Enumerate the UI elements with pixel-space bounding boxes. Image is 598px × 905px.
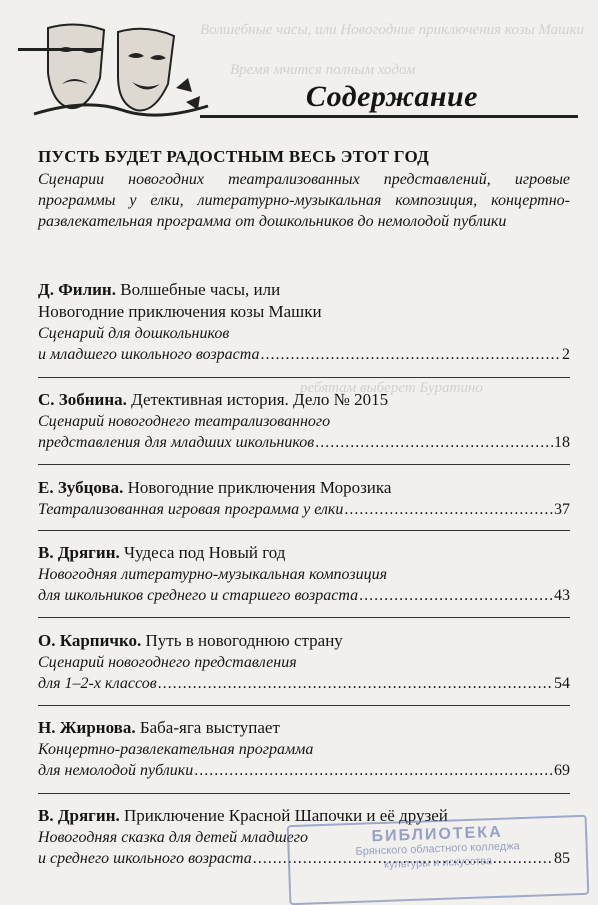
section-heading: ПУСТЬ БУДЕТ РАДОСТНЫМ ВЕСЬ ЭТОТ ГОД [38, 147, 430, 166]
entry-title: Баба-яга выступает [139, 718, 280, 737]
entry-subtitle-line [38, 499, 570, 520]
entry-subtitle: Концертно-развлекательная программа [38, 741, 314, 758]
entry-subtitle: Новогодняя сказка для детей младшего [38, 829, 308, 846]
toc-entry[interactable] [38, 389, 570, 453]
entry-author: В. Дрягин. [38, 543, 120, 562]
entry-subtitle: для школьников среднего и старшего возраста [38, 587, 359, 604]
entry-title: Новогодние приключения Морозика [127, 478, 392, 497]
entry-subtitle-line [38, 344, 570, 365]
toc-entry[interactable] [38, 477, 570, 520]
page-number: 69 [554, 762, 570, 779]
dot-leader [315, 432, 553, 453]
bleed-through-text: Волшебные часы, или Новогодние приключения козы Машки [200, 22, 585, 38]
entry-subtitle: и среднего школьного возраста [38, 850, 252, 867]
theatre-masks-icon [26, 18, 216, 123]
entry-author: В. Дрягин. [38, 806, 120, 825]
dot-leader [261, 344, 561, 365]
entry-title: Чудеса под Новый год [124, 543, 286, 562]
toc-entry[interactable] [38, 717, 570, 781]
bleed-through-text: ребятам выберет Буратино [300, 380, 483, 396]
entry-divider [38, 530, 570, 531]
entry-title: Путь в новогоднюю страну [145, 631, 343, 650]
entry-title: Детективная история. Дело № 2015 [131, 390, 389, 409]
entry-subtitle: для немолодой публики [38, 762, 194, 779]
stamp-title: БИБЛИОТЕКА [371, 823, 503, 846]
entry-subtitle-line [38, 585, 570, 606]
entry-heading [38, 542, 570, 564]
entry-subtitle: для 1–2-х классов [38, 675, 157, 692]
stamp-text: культуры и искусства [383, 855, 493, 871]
entry-heading [38, 389, 570, 411]
page-number: 85 [554, 850, 570, 867]
header-rule [18, 48, 103, 51]
entry-divider [38, 617, 570, 618]
toc-entry[interactable] [38, 542, 570, 606]
entry-title: Приключение Красной Шапочки и её друзей [124, 806, 448, 825]
entry-author: С. Зобнина. [38, 390, 127, 409]
entry-divider [38, 705, 570, 706]
entry-subtitle: Новогодняя литературно-музыкальная композиция [38, 566, 388, 583]
header-rule [200, 115, 578, 118]
entry-author: О. Карпичко. [38, 631, 142, 650]
page-number: 37 [554, 501, 570, 518]
entry-author: Е. Зубцова. [38, 478, 124, 497]
toc-entry[interactable] [38, 630, 570, 694]
dot-leader [194, 760, 553, 781]
entry-subtitle-line [38, 760, 570, 781]
entry-title: Новогодние приключения козы Машки [38, 302, 322, 321]
entry-subtitle: Сценарий для дошкольников [38, 325, 230, 342]
page-number: 54 [554, 675, 570, 692]
entry-heading [38, 630, 570, 652]
entry-heading [38, 717, 570, 739]
toc-entry[interactable] [38, 279, 570, 365]
entry-title: Волшебные часы, или [120, 280, 281, 299]
entry-author: Д. Филин. [38, 280, 116, 299]
page-number: 18 [554, 434, 570, 451]
bleed-through-text: Время мчится полным ходом [230, 62, 416, 78]
entry-heading [38, 279, 570, 301]
entry-subtitle: Сценарий новогоднего представления [38, 654, 297, 671]
entry-heading [38, 477, 570, 499]
entry-subtitle: представления для младших школьников [38, 434, 315, 451]
library-stamp [287, 815, 590, 905]
dot-leader [158, 673, 553, 694]
entry-subtitle-line [38, 432, 570, 453]
intro-section [38, 146, 570, 232]
entry-subtitle: и младшего школьного возраста [38, 346, 260, 363]
entry-author: Н. Жирнова. [38, 718, 136, 737]
dot-leader [344, 499, 553, 520]
entry-subtitle: Сценарий новогоднего театрализованного [38, 413, 331, 430]
entry-divider [38, 793, 570, 794]
stamp-text: Брянского областного колледжа [355, 840, 520, 858]
section-description: Сценарии новогодних театрализованных представлений, игровые программы у елки, литературно-музыкальная композиция, концертно-развлекательная программа от дошкольников до немолодой публики [38, 171, 570, 230]
page-number: 2 [562, 346, 570, 363]
page-title: Содержание [305, 80, 478, 113]
entry-divider [38, 464, 570, 465]
dot-leader [359, 585, 553, 606]
entry-divider [38, 377, 570, 378]
entry-subtitle-line [38, 673, 570, 694]
entry-subtitle: Театрализованная игровая программа у елки [38, 501, 344, 518]
page-number: 43 [554, 587, 570, 604]
